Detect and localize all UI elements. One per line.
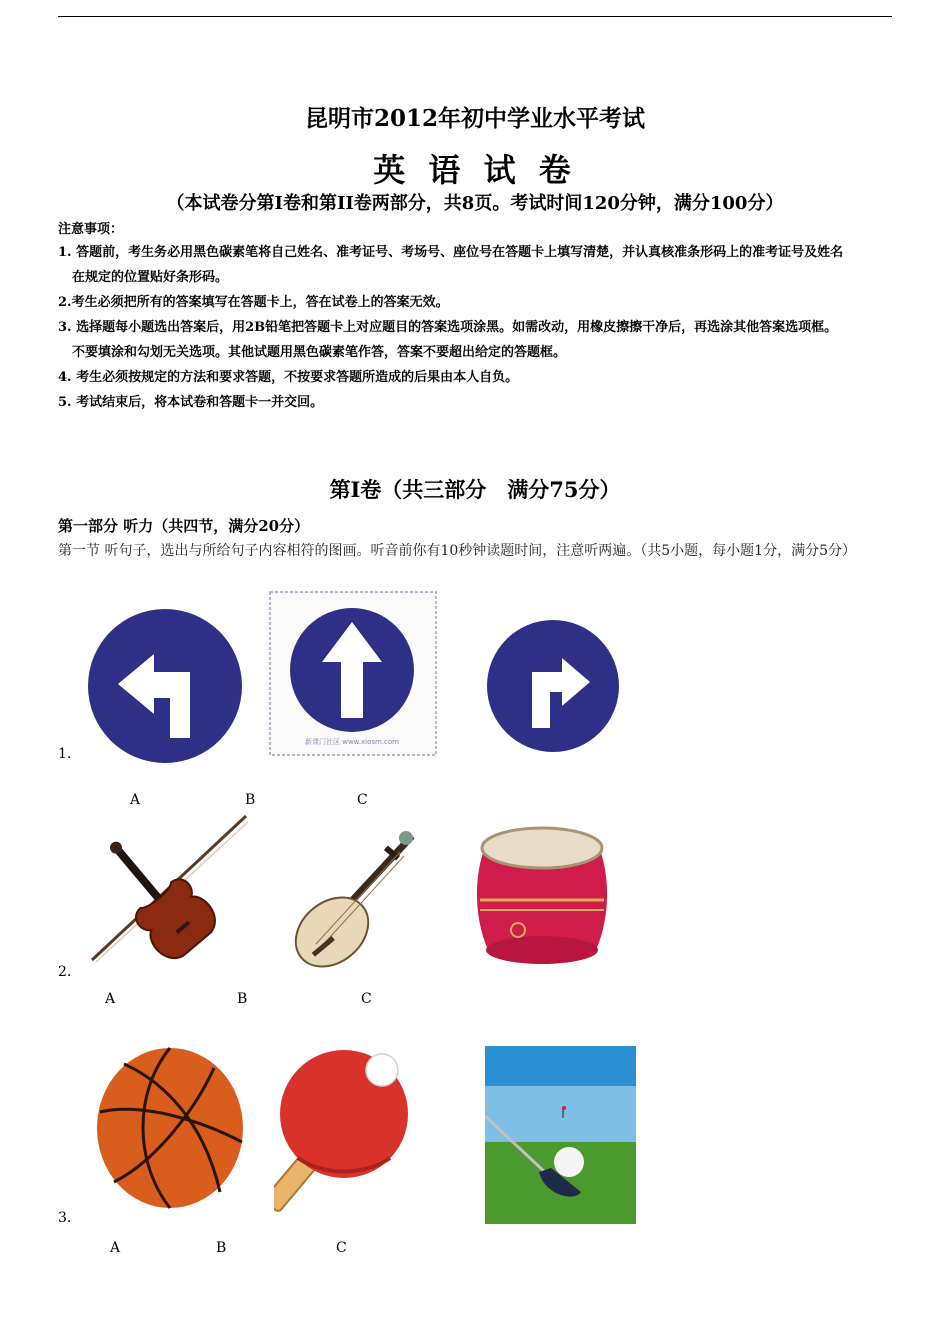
turn-left-sign-icon bbox=[82, 606, 248, 766]
question-3-option-b[interactable]: B bbox=[216, 1240, 227, 1256]
violin-icon bbox=[88, 812, 252, 974]
exam-title: 昆明市2012年初中学业水平考试 bbox=[304, 105, 645, 132]
note-4: 4. 考生必须按规定的方法和要求答题，不按要求答题所造成的后果由本人自负。 bbox=[58, 370, 519, 385]
note-1 bbox=[58, 240, 898, 290]
notes-heading: 注意事项： bbox=[58, 222, 124, 237]
note-1-line-1: 1. 答题前，考生务必用黑色碳素笔将自己姓名、准考证号、考场号、座位号在答题卡上填写清楚，并认真核准条形码上的准考证号及姓名 bbox=[58, 245, 844, 260]
note-2: 2.考生必须把所有的答案填写在答题卡上，答在试卷上的答案无效。 bbox=[58, 295, 449, 310]
question-1-number: 1. bbox=[58, 746, 72, 762]
question-2-option-a[interactable]: A bbox=[105, 991, 116, 1007]
question-3-option-c[interactable]: C bbox=[336, 1240, 347, 1256]
note-5: 5. 考试结束后，将本试卷和答题卡一并交回。 bbox=[58, 395, 324, 410]
turn-right-sign-icon bbox=[480, 614, 626, 758]
go-straight-sign-icon bbox=[268, 590, 438, 757]
question-3-number: 3. bbox=[58, 1210, 72, 1226]
note-1-line-2: 在规定的位置贴好条形码。 bbox=[72, 270, 229, 285]
part1-heading: 第一部分 听力（共四节，满分20分） bbox=[58, 517, 310, 535]
question-2-number: 2. bbox=[58, 964, 72, 980]
question-2-option-b[interactable]: B bbox=[237, 991, 248, 1007]
golf-icon bbox=[485, 1046, 636, 1224]
question-1-option-a[interactable]: A bbox=[130, 792, 141, 808]
drum-icon bbox=[470, 818, 614, 970]
pipa-icon bbox=[280, 826, 430, 974]
subject-title: 英 语 试 卷 bbox=[373, 151, 577, 189]
sign-watermark: 新课门社区 www.xiosm.com bbox=[305, 738, 399, 746]
volume-heading: 第I卷（共三部分 满分75分） bbox=[329, 477, 621, 502]
question-1-option-c[interactable]: C bbox=[357, 792, 368, 808]
note-3 bbox=[58, 315, 898, 365]
basketball-icon bbox=[94, 1042, 246, 1212]
exam-subtitle: （本试卷分第I卷和第II卷两部分，共8页。考试时间120分钟，满分100分） bbox=[166, 193, 784, 214]
note-3-line-1: 3. 选择题每小题选出答案后，用2B铅笔把答题卡上对应题目的答案选项涂黑。如需改动，用橡皮擦擦干净后，再选涂其他答案选项框。 bbox=[58, 320, 838, 335]
question-2-option-c[interactable]: C bbox=[361, 991, 372, 1007]
question-3-option-a[interactable]: A bbox=[110, 1240, 121, 1256]
note-3-line-2: 不要填涂和勾划无关选项。其他试题用黑色碳素笔作答，答案不要超出给定的答题框。 bbox=[72, 345, 567, 360]
question-1-option-b[interactable]: B bbox=[245, 792, 256, 808]
ping-pong-paddle-icon bbox=[274, 1046, 460, 1224]
section1-description: 第一节 听句子，选出与所给句子内容相符的图画。听音前你有10秒钟读题时间，注意听两遍。（共5小题，每小题1分，满分5分） bbox=[58, 543, 856, 559]
top-rule bbox=[58, 16, 892, 17]
